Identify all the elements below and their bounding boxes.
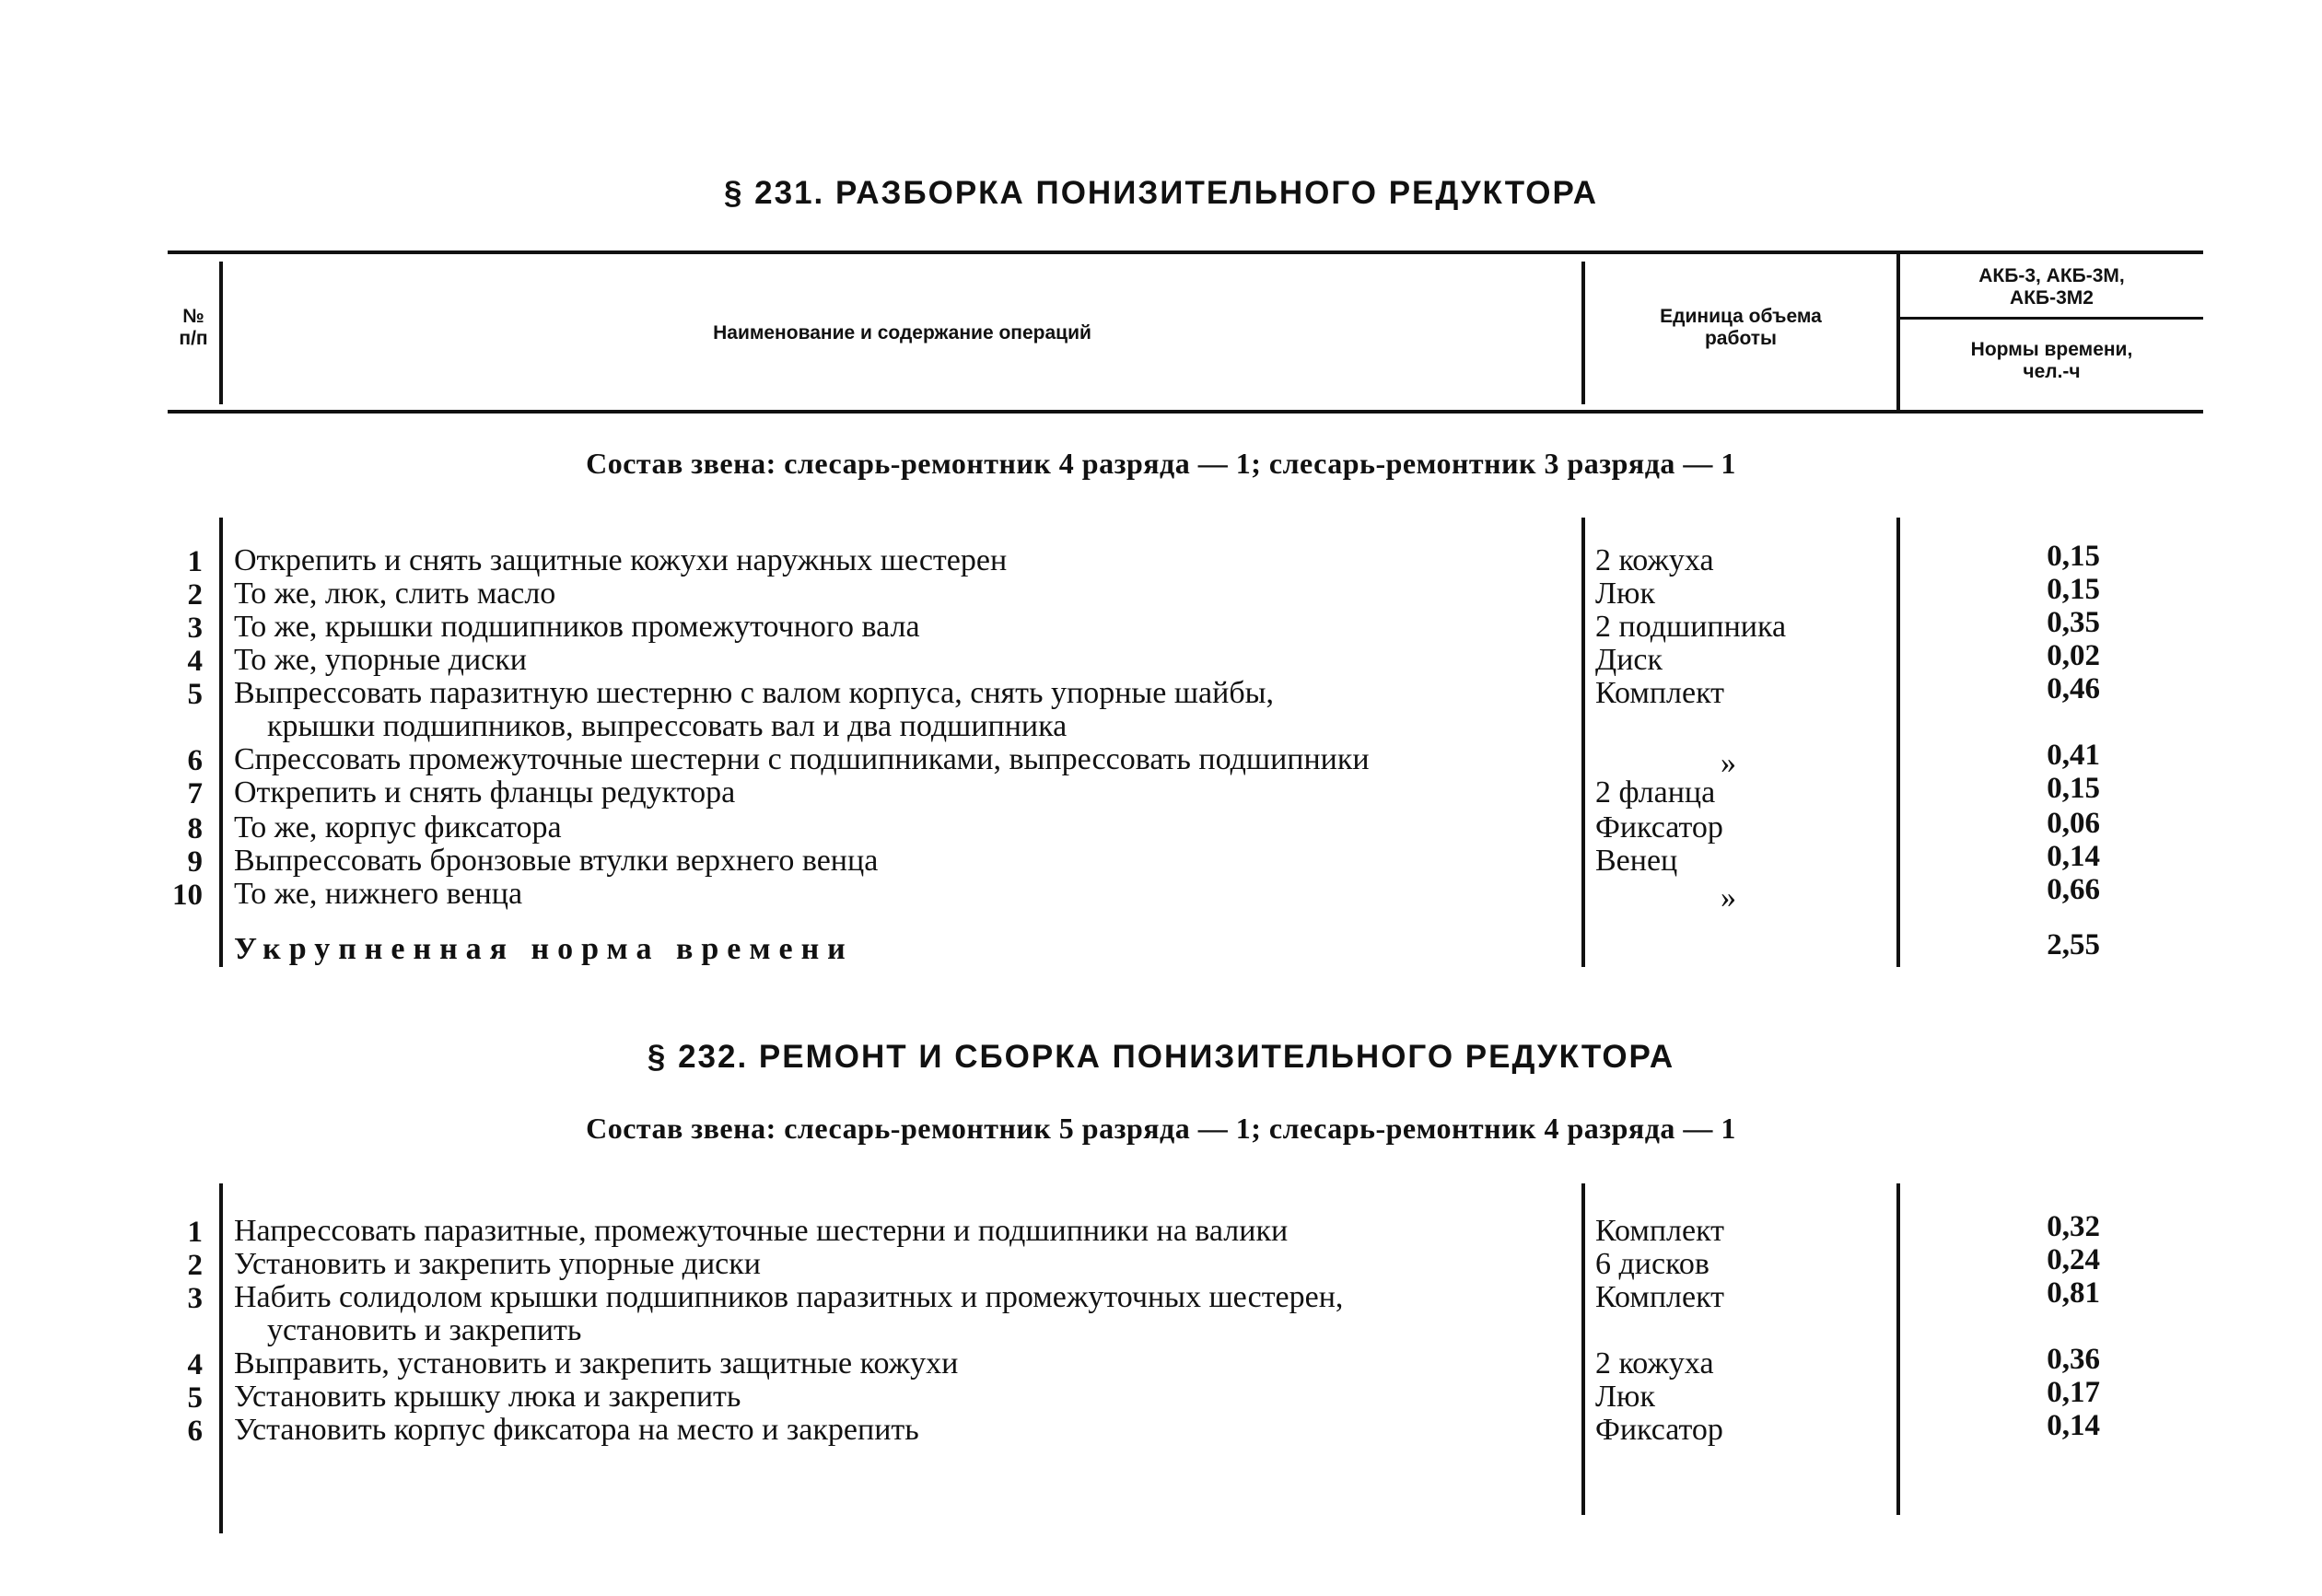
row-operation-continued: крышки подшипников, выпрессовать вал и два подшипника [267,709,1068,743]
row-operation: Спрессовать промежуточные шестерни с подшипниками, выпрессовать подшипники [234,742,1370,776]
row-operation: Установить корпус фиксатора на место и закрепить [234,1413,919,1447]
row-unit: 6 дисков [1595,1247,1709,1281]
row-operation: Открепить и снять фланцы редуктора [234,775,736,810]
row-time-norm: 0,35 [2047,606,2100,639]
row-unit: » [1721,880,1736,914]
body1-divider-2 [1581,518,1585,967]
row-time-norm: 0,24 [2047,1243,2100,1276]
row-operation-continued: установить и закрепить [267,1313,582,1347]
header-norm: Нормы времени, чел.-ч [1970,339,2133,382]
row-unit: 2 кожуха [1595,543,1714,577]
row-operation: Набить солидолом крышки подшипников паразитных и промежуточных шестерен, [234,1280,1344,1314]
row-unit: » [1721,746,1736,780]
row-number: 8 [187,812,203,845]
row-number: 2 [187,578,203,612]
row-operation: Открепить и снять защитные кожухи наружных шестерен [234,543,1008,577]
row-number: 1 [187,1216,203,1249]
row-operation: Выпрессовать бронзовые втулки верхнего венца [234,844,879,878]
row-operation: Напрессовать паразитные, промежуточные шестерни и подшипники на валики [234,1214,1289,1248]
section-232-title: § 232. РЕМОНТ И СБОРКА ПОНИЗИТЕЛЬНОГО РЕДУКТОРА [647,1039,1675,1075]
row-operation: То же, нижнего венца [234,877,523,911]
row-time-norm: 0,81 [2047,1276,2100,1310]
row-unit: Комплект [1595,1280,1725,1314]
row-operation: То же, люк, слить масло [234,577,556,611]
body1-divider-3 [1896,518,1900,967]
row-unit: 2 подшипника [1595,610,1787,644]
row-number: 6 [187,1415,203,1448]
row-unit: Диск [1595,643,1663,677]
row-unit: 2 фланца [1595,775,1716,810]
row-number: 4 [187,1348,203,1381]
row-number: 3 [187,1282,203,1315]
row-operation: То же, упорные диски [234,643,527,677]
body2-divider-3 [1896,1183,1900,1515]
header-bottom-rule [168,410,2203,414]
row-time-norm: 0,15 [2047,573,2100,606]
row-number: 10 [172,879,203,912]
row-unit: Венец [1595,844,1678,878]
row-number: 7 [187,777,203,810]
row-number: 1 [187,545,203,578]
row-unit: Фиксатор [1595,1413,1723,1447]
row-operation: То же, крышки подшипников промежуточного вала [234,610,920,644]
row-time-norm: 0,46 [2047,672,2100,705]
row-unit: Фиксатор [1595,810,1723,845]
body2-divider-1 [219,1183,223,1533]
row-time-norm: 0,06 [2047,807,2100,840]
row-operation: Установить и закрепить упорные диски [234,1247,761,1281]
row-number: 3 [187,612,203,645]
row-number: 2 [187,1249,203,1282]
body2-divider-2 [1581,1183,1585,1515]
row-number: 5 [187,1381,203,1415]
row-unit: Комплект [1595,676,1725,710]
header-model: АКБ-3, АКБ-3М, АКБ-3М2 [1978,265,2125,309]
total-value: 2,55 [2047,928,2100,961]
row-time-norm: 0,02 [2047,639,2100,672]
row-unit: Комплект [1595,1214,1725,1248]
row-operation: Выпрессовать паразитную шестерню с валом корпуса, снять упорные шайбы, [234,676,1274,710]
row-time-norm: 0,17 [2047,1376,2100,1409]
section-232-crew: Состав звена: слесарь-ремонтник 5 разряда — 1; слесарь-ремонтник 4 разряда — 1 [586,1112,1736,1145]
row-unit: 2 кожуха [1595,1346,1714,1380]
row-number: 6 [187,744,203,777]
row-operation: То же, корпус фиксатора [234,810,562,845]
row-operation: Установить крышку люка и закрепить [234,1380,741,1414]
row-time-norm: 0,41 [2047,739,2100,772]
row-operation: Выправить, установить и закрепить защитные кожухи [234,1346,959,1380]
total-label: Укрупненная норма времени [234,932,854,966]
row-time-norm: 0,66 [2047,873,2100,906]
row-time-norm: 0,32 [2047,1210,2100,1243]
row-time-norm: 0,14 [2047,1409,2100,1442]
row-unit: Люк [1595,577,1655,611]
row-number: 5 [187,678,203,711]
header-unit: Единица объема работы [1660,306,1822,349]
section-231-crew: Состав звена: слесарь-ремонтник 4 разряда — 1; слесарь-ремонтник 3 разряда — 1 [586,447,1736,480]
row-number: 9 [187,845,203,879]
header-name: Наименование и содержание операций [713,322,1091,344]
row-time-norm: 0,15 [2047,772,2100,805]
row-number: 4 [187,645,203,678]
header-subrule [1898,317,2203,320]
row-time-norm: 0,15 [2047,540,2100,573]
section-231-title: § 231. РАЗБОРКА ПОНИЗИТЕЛЬНОГО РЕДУКТОРА [723,175,1599,211]
row-time-norm: 0,14 [2047,840,2100,873]
header-num: № п/п [179,306,208,349]
row-unit: Люк [1595,1380,1655,1414]
row-time-norm: 0,36 [2047,1343,2100,1376]
body1-divider-1 [219,518,223,967]
